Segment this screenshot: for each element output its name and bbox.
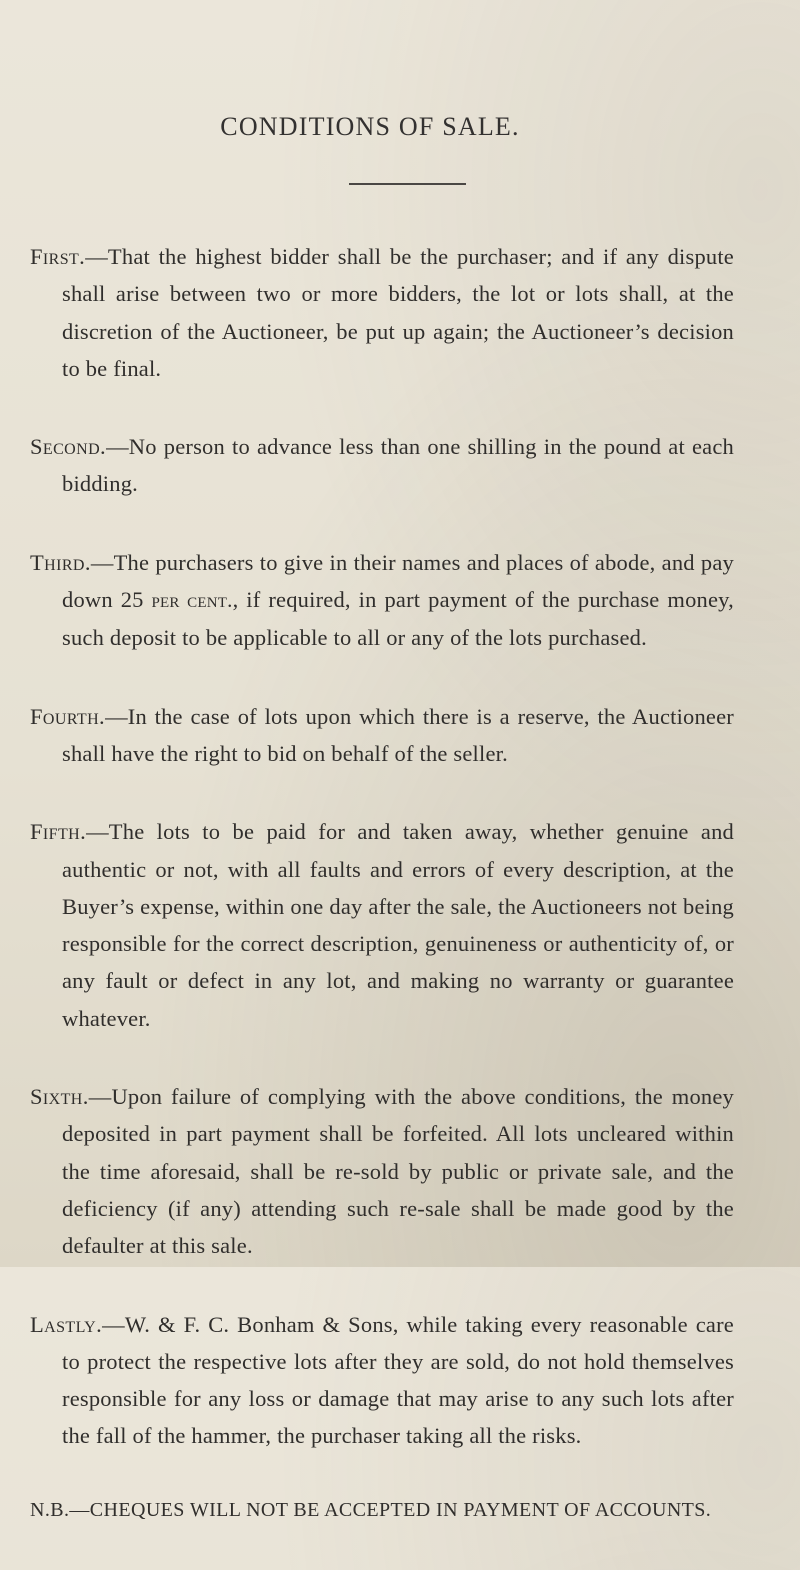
conditions-list xyxy=(0,238,800,1570)
condition-heading: Sixth. xyxy=(30,1084,89,1110)
condition-text: —No person to advance less than one shilling in the pound at each bidding. xyxy=(62,434,734,497)
page-title: CONDITIONS OF SALE. xyxy=(220,112,520,141)
condition-heading: Second. xyxy=(30,434,107,460)
per-cent-text: per cent. xyxy=(151,588,233,613)
condition-first xyxy=(0,238,800,387)
condition-heading: Fourth. xyxy=(30,703,106,729)
condition-text: —In the case of lots upon which there is a reserve, the Auctioneer shall have the right to bid on behalf of the seller. xyxy=(62,703,734,766)
condition-text: —W. & F. C. Bonham & Sons, while taking every reasonable care to protect the respective lots after they are sold, do not hold themselves responsible for any loss or damage that may arise to any such lots after the fall of the hammer, the purchaser taking all the risks. xyxy=(62,1311,734,1449)
condition-second xyxy=(0,428,800,503)
payment-note: N.B.—CHEQUES WILL NOT BE ACCEPTED IN PAYMENT OF ACCOUNTS. xyxy=(30,1498,712,1521)
condition-text-before: —The purchasers to give in their names and places of abode, and pay down 25 xyxy=(62,549,734,613)
condition-third xyxy=(0,544,800,657)
condition-heading: Third. xyxy=(30,549,91,575)
condition-lastly xyxy=(0,1306,800,1455)
condition-heading: Lastly. xyxy=(30,1311,103,1337)
condition-text: —Upon failure of complying with the above conditions, the money deposited in part payment shall be forfeited. All lots uncleared within the time aforesaid, shall be re-sold by public or private sale, and the deficiency (if any) attending such re-sale shall be made good by the defaulter at this sale. xyxy=(62,1084,734,1259)
condition-heading: Fifth. xyxy=(30,819,87,845)
condition-heading: First. xyxy=(30,244,86,269)
condition-fourth xyxy=(0,698,800,773)
condition-text: —That the highest bidder shall be the purchaser; and if any dispute shall arise between two or more bidders, the lot or lots shall, at the discretion of the Auctioneer, be put up again; the Auctioneer’s decision to be final. xyxy=(62,244,734,381)
condition-text: —The lots to be paid for and taken away, whether genuine and authentic or not, with all faults and errors of every description, at the Buyer’s expense, within one day after the sale, the Auctioneers not being responsible for the correct description, genuineness or authenticity of, or any fault or defect in any lot, and making no warranty or guarantee whatever. xyxy=(62,819,734,1031)
condition-fifth xyxy=(0,813,800,1037)
condition-sixth xyxy=(0,1078,800,1264)
title-rule xyxy=(349,183,466,185)
condition-text-after: , if required, in part payment of the purchase money, such deposit to be applicable to all or any of the lots purchased. xyxy=(62,587,734,651)
